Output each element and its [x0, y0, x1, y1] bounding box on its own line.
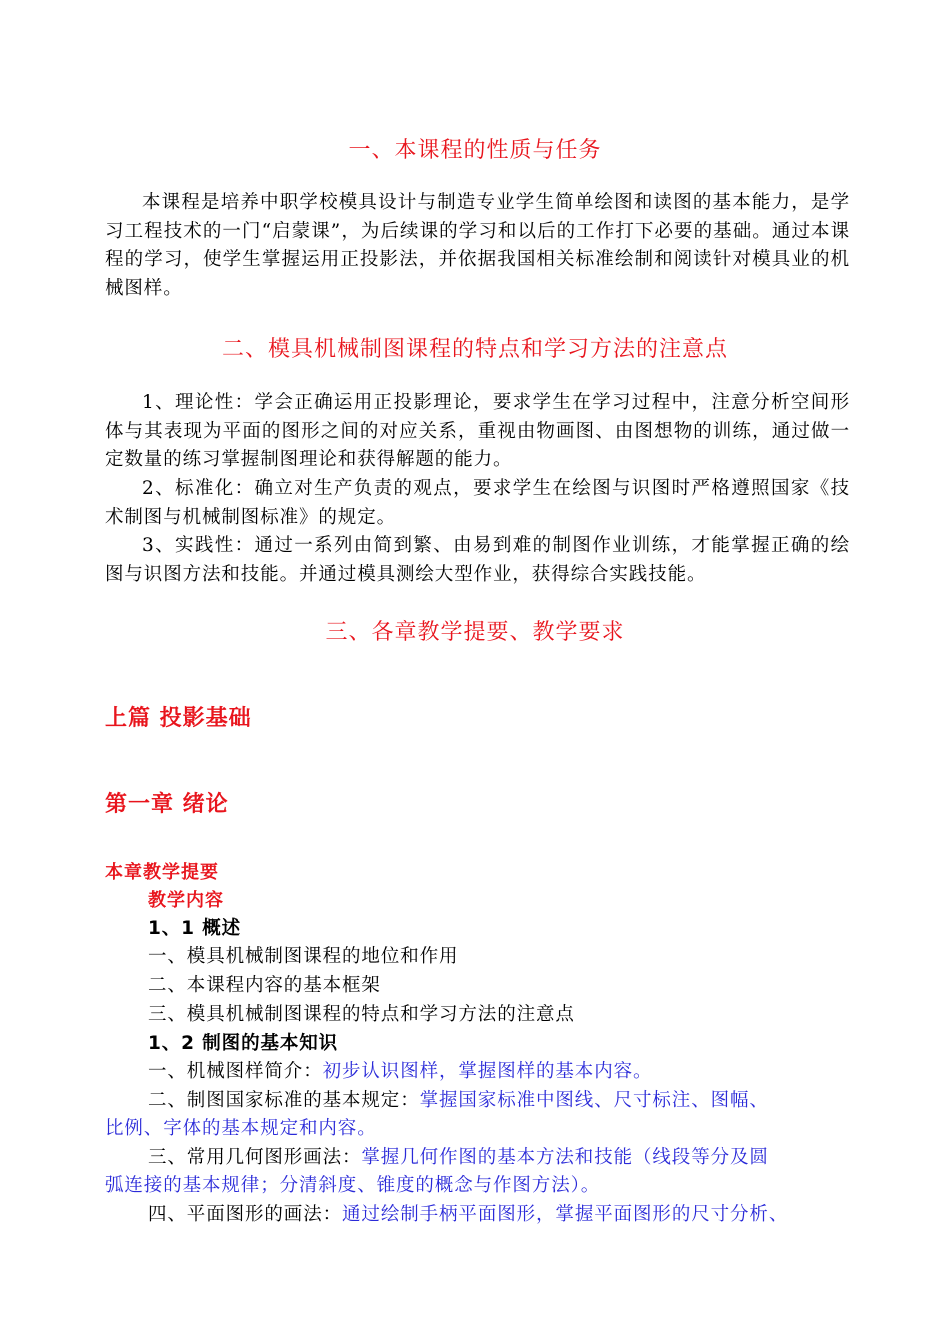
section-2-heading: 二、模具机械制图课程的特点和学习方法的注意点	[221, 337, 728, 362]
content-heading: 教学内容	[148, 890, 224, 911]
section-2-point-2: 2、标准化：确立对生产负责的观点，要求学生在绘图与识图时严格遵照国家《技术制图与机械制图标准》的规定。	[105, 478, 850, 528]
section-2-point-1: 1、理论性：学会正确运用正投影理论，要求学生在学习过程中，注意分析空间形体与其表现为平面的图形之间的对应关系，重视由物画图、由图想物的训练，通过做一定数量的练习掌握制图理论和获得解题的能力。	[105, 392, 850, 471]
item-label: 二、制图国家标准的基本规定：	[148, 1090, 420, 1111]
item-requirement-continued: 弧连接的基本规律；分清斜度、锥度的概念与作图方法）。	[105, 1175, 601, 1196]
chapter-title: 第一章 绪论	[105, 792, 229, 817]
item-requirement: 掌握几何作图的基本方法和技能（线段等分及圆	[361, 1147, 769, 1168]
list-item	[148, 1086, 898, 1112]
item-label: 一、机械图样简介：	[148, 1061, 323, 1082]
subsection-1-2: 1、2 制图的基本知识	[148, 1033, 339, 1054]
list-item: 二、本课程内容的基本框架	[148, 975, 381, 996]
list-item: 一、模具机械制图课程的地位和作用	[148, 946, 459, 967]
item-requirement: 初步认识图样，掌握图样的基本内容。	[322, 1061, 653, 1082]
item-requirement: 掌握国家标准中图线、尺寸标注、图幅、	[419, 1090, 769, 1111]
list-item	[148, 1057, 898, 1083]
list-item	[148, 1143, 898, 1169]
item-label: 三、常用几何图形画法：	[148, 1147, 362, 1168]
item-requirement: 通过绘制手柄平面图形，掌握平面图形的尺寸分析、	[342, 1204, 789, 1225]
section-1-heading: 一、本课程的性质与任务	[348, 138, 602, 163]
section-3-heading: 三、各章教学提要、教学要求	[325, 620, 625, 645]
item-requirement-continued: 比例、字体的基本规定和内容。	[105, 1118, 377, 1139]
item-label: 四、平面图形的画法：	[148, 1204, 343, 1225]
outline-heading: 本章教学提要	[105, 862, 219, 883]
list-item: 三、模具机械制图课程的特点和学习方法的注意点	[148, 1004, 575, 1025]
list-item	[148, 1200, 898, 1226]
subsection-1-1: 1、1 概述	[148, 918, 242, 939]
section-2-point-3: 3、实践性：通过一系列由简到繁、由易到难的制图作业训练，才能掌握正确的绘图与识图方法和技能。并通过模具测绘大型作业，获得综合实践技能。	[105, 535, 850, 585]
section-1-paragraph: 本课程是培养中职学校模具设计与制造专业学生简单绘图和读图的基本能力，是学习工程技术的一门“启蒙课”，为后续课的学习和以后的工作打下必要的基础。通过本课程的学习，使学生掌握运用正投影法，并依据我国相关标准绘制和阅读针对模具业的机械图样。	[105, 192, 850, 299]
part-title: 上篇 投影基础	[105, 706, 252, 731]
